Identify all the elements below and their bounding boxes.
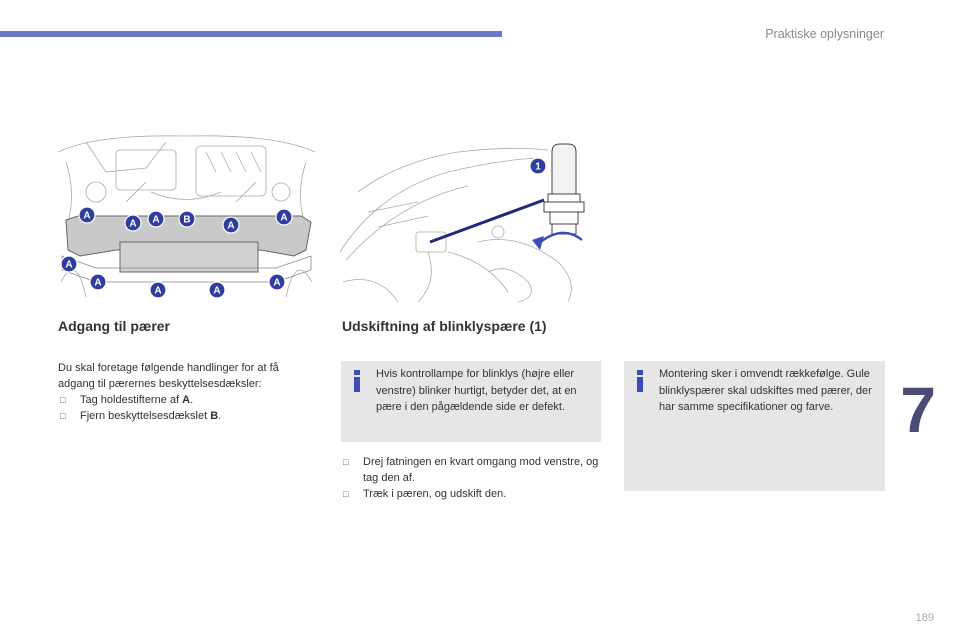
callout-a-5 [276,209,292,225]
info-box-warning-lamp [341,361,601,442]
checkbox-bullet-icon: □ [343,457,349,467]
callout-label: A [227,220,235,232]
section-title: Praktiske oplysninger [765,27,884,41]
info-text: Hvis kontrollampe for blinklys (højre eller venstre) blinker hurtigt, betyder det, at en pære i den pågældende side er defekt. [376,368,577,413]
checkbox-bullet-icon: □ [343,489,349,499]
bulb-holder-drawing [544,144,584,234]
pointer-line [430,200,544,242]
bullet-text: Fjern beskyttelsesdækslet [80,410,211,422]
list-item [58,392,318,408]
engine-compartment-illustration [56,132,317,304]
callout-a-2 [125,215,141,231]
header-accent-bar [0,31,502,37]
step-text: Drej fatningen en kvart omgang mod venstre, og tag den af. [363,456,599,484]
bullet-text: Tag holdestifterne af [80,394,183,406]
callout-b [179,211,195,227]
bulb-access-instructions [58,360,318,424]
callout-label: A [154,285,162,297]
callout-label: A [273,277,281,289]
step-text: Træk i pæren, og udskift den. [363,488,507,500]
list-item [341,486,601,502]
bullet-end: . [190,394,194,406]
callout-a-4 [223,217,239,233]
callout-a-1 [79,207,95,223]
callout-label: A [94,277,102,289]
page-number: 189 [915,612,934,624]
callout-label: A [65,259,73,271]
callout-a-3 [148,211,164,227]
callout-label: A [152,214,160,226]
info-icon [636,370,644,392]
callout-label: B [183,214,191,226]
bullet-end: . [218,410,222,422]
callout-a-6 [61,256,77,272]
bullet-ref: A [182,394,191,406]
callout-label: 1 [535,161,541,173]
intro-text: Du skal foretage følgende handlinger for at få adgang til pærernes beskyttelsesdæksler: [58,362,279,390]
rotate-arrow-icon [538,233,582,244]
list-item [58,408,318,424]
callout-a-9 [209,282,225,298]
checkbox-bullet-icon: □ [60,395,66,405]
indicator-bulb-illustration [338,132,594,304]
callout-1 [530,158,546,174]
info-box-refitting [624,361,885,491]
callout-label: A [280,212,288,224]
callout-label: A [213,285,221,297]
info-icon [353,370,361,392]
heading-indicator-bulb-replacement: Udskiftning af blinklyspære (1) [342,318,547,334]
bullet-ref: B [210,410,219,422]
replacement-steps [341,454,601,502]
info-text: Montering sker i omvendt rækkefølge. Gule blinklyspærer skal udskiftes med pærer, der har samme specifikationer og farve. [659,368,872,413]
callout-a-7 [90,274,106,290]
chapter-number: 7 [900,374,936,446]
checkbox-bullet-icon: □ [60,411,66,421]
callout-a-8 [150,282,166,298]
callout-label: A [129,218,137,230]
heading-bulb-access: Adgang til pærer [58,318,171,334]
callout-label: A [83,210,91,222]
list-item [341,454,601,486]
callout-a-10 [269,274,285,290]
